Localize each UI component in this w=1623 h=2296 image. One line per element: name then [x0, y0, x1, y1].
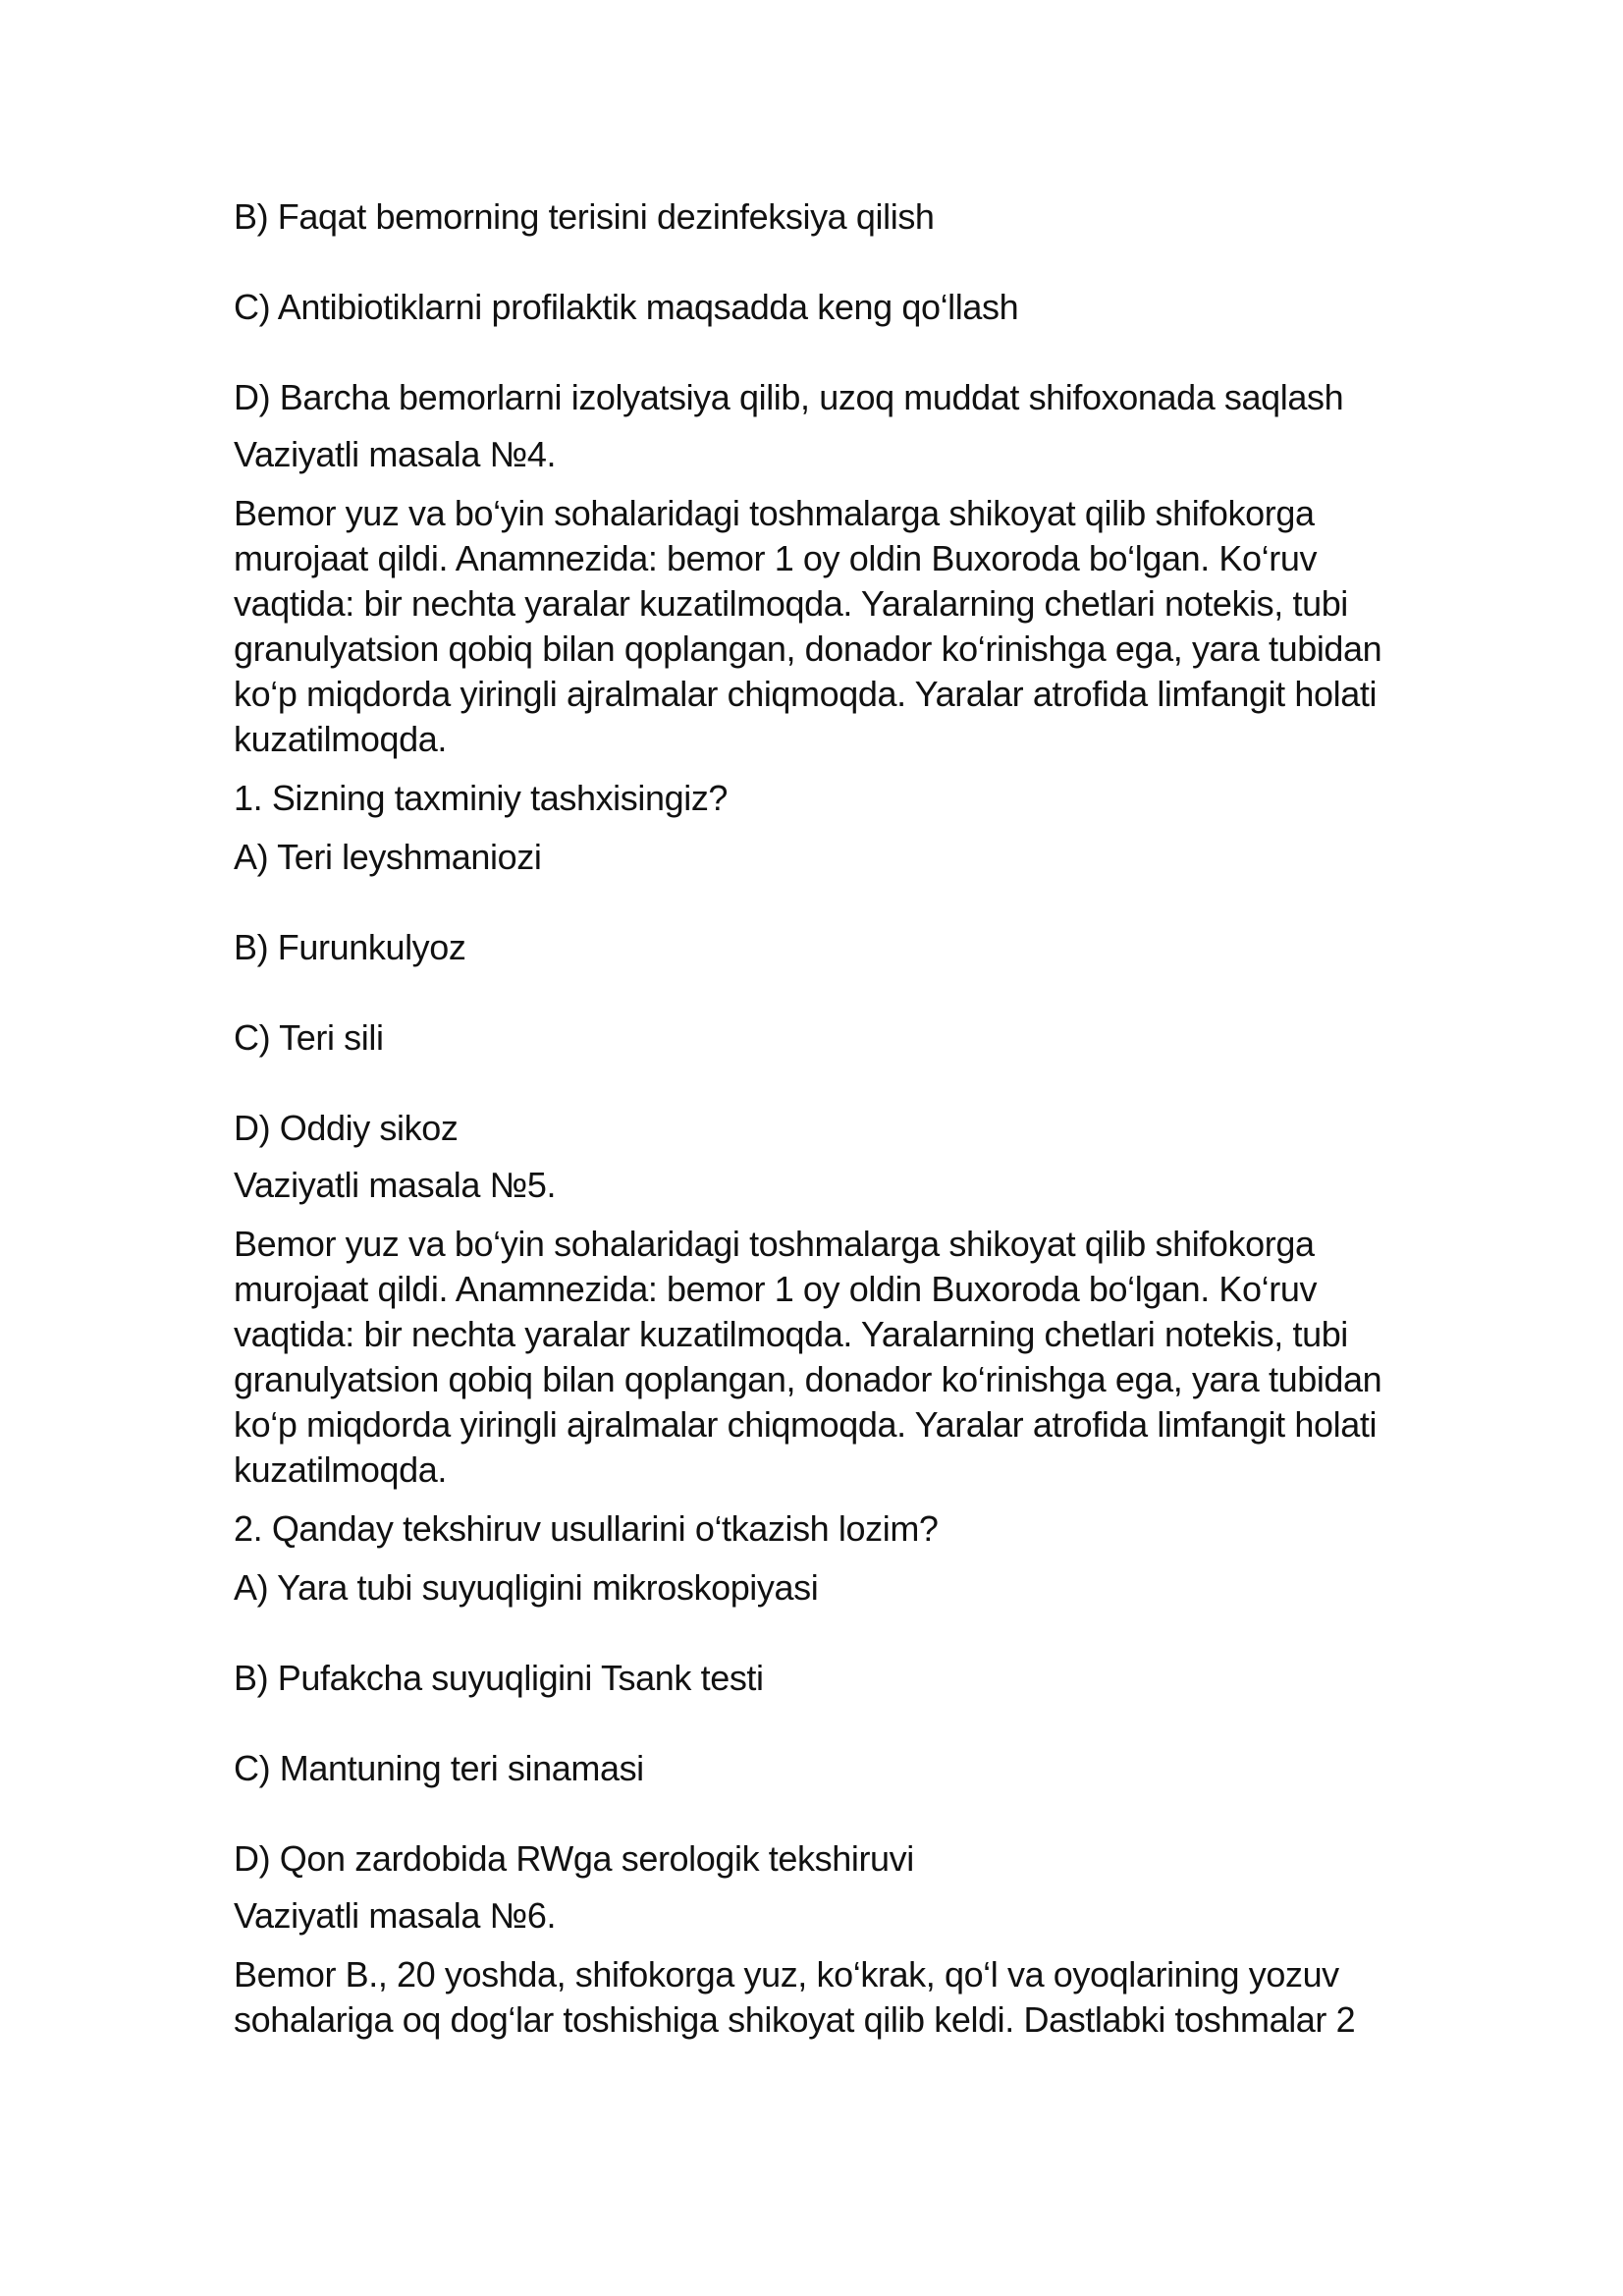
case4-line-1: Bemor yuz va bo‘yin sohalaridagi toshmalarga shikoyat qilib shifokorga	[234, 493, 1315, 533]
case5-option-c: C) Mantuning teri sinamasi	[234, 1748, 644, 1788]
case4-heading: Vaziyatli masala №4.	[234, 434, 557, 474]
option-b-prev: B) Faqat bemorning terisini dezinfeksiya qilish	[234, 196, 935, 237]
case4-line-4: granulyatsion qobiq bilan qoplangan, donador ko‘rinishga ega, yara tubidan	[234, 629, 1382, 669]
case5-line-4: granulyatsion qobiq bilan qoplangan, donador ko‘rinishga ega, yara tubidan	[234, 1359, 1382, 1399]
case5-line-1: Bemor yuz va bo‘yin sohalaridagi toshmalarga shikoyat qilib shifokorga	[234, 1224, 1315, 1264]
option-d-prev: D) Barcha bemorlarni izolyatsiya qilib, uzoq muddat shifoxonada saqlash	[234, 377, 1344, 417]
case4-line-2: murojaat qildi. Anamnezida: bemor 1 oy oldin Buxoroda bo‘lgan. Ko‘ruv	[234, 538, 1318, 578]
case5-description	[234, 1222, 1500, 1493]
case4-option-c: C) Teri sili	[234, 1017, 384, 1058]
case4-option-a: A) Teri leyshmaniozi	[234, 837, 542, 877]
case5-line-5: ko‘p miqdorda yiringli ajralmalar chiqmoqda. Yaralar atrofida limfangit holati	[234, 1404, 1378, 1445]
case5-option-a: A) Yara tubi suyuqligini mikroskopiyasi	[234, 1567, 819, 1608]
option-c-prev: C) Antibiotiklarni profilaktik maqsadda keng qo‘llash	[234, 287, 1019, 327]
case4-option-b: B) Furunkulyoz	[234, 927, 466, 967]
case4-description	[234, 491, 1500, 762]
document-body	[234, 194, 1500, 2056]
case5-line-6: kuzatilmoqda.	[234, 1449, 447, 1490]
case6-description	[234, 1952, 1500, 2043]
case5-line-2: murojaat qildi. Anamnezida: bemor 1 oy oldin Buxoroda bo‘lgan. Ko‘ruv	[234, 1269, 1318, 1309]
case5-option-b: B) Pufakcha suyuqligini Tsank testi	[234, 1658, 764, 1698]
case4-question: 1. Sizning taxminiy tashxisingiz?	[234, 778, 729, 818]
case4-line-5: ko‘p miqdorda yiringli ajralmalar chiqmoqda. Yaralar atrofida limfangit holati	[234, 674, 1378, 714]
case4-option-d: D) Oddiy sikoz	[234, 1108, 459, 1148]
case4-line-6: kuzatilmoqda.	[234, 719, 447, 759]
case6-line-1: Bemor B., 20 yoshda, shifokorga yuz, ko‘krak, qo‘l va oyoqlarining yozuv	[234, 1954, 1339, 1995]
case5-option-d: D) Qon zardobida RWga serologik tekshiruvi	[234, 1838, 914, 1879]
case6-heading: Vaziyatli masala №6.	[234, 1895, 557, 1936]
case4-line-3: vaqtida: bir nechta yaralar kuzatilmoqda. Yaralarning chetlari notekis, tubi	[234, 583, 1348, 624]
case5-line-3: vaqtida: bir nechta yaralar kuzatilmoqda. Yaralarning chetlari notekis, tubi	[234, 1314, 1348, 1354]
case5-question: 2. Qanday tekshiruv usullarini o‘tkazish lozim?	[234, 1508, 939, 1549]
case5-heading: Vaziyatli masala №5.	[234, 1165, 557, 1205]
case6-line-2: sohalariga oq dog‘lar toshishiga shikoyat qilib keldi. Dastlabki toshmalar 2	[234, 1999, 1356, 2040]
